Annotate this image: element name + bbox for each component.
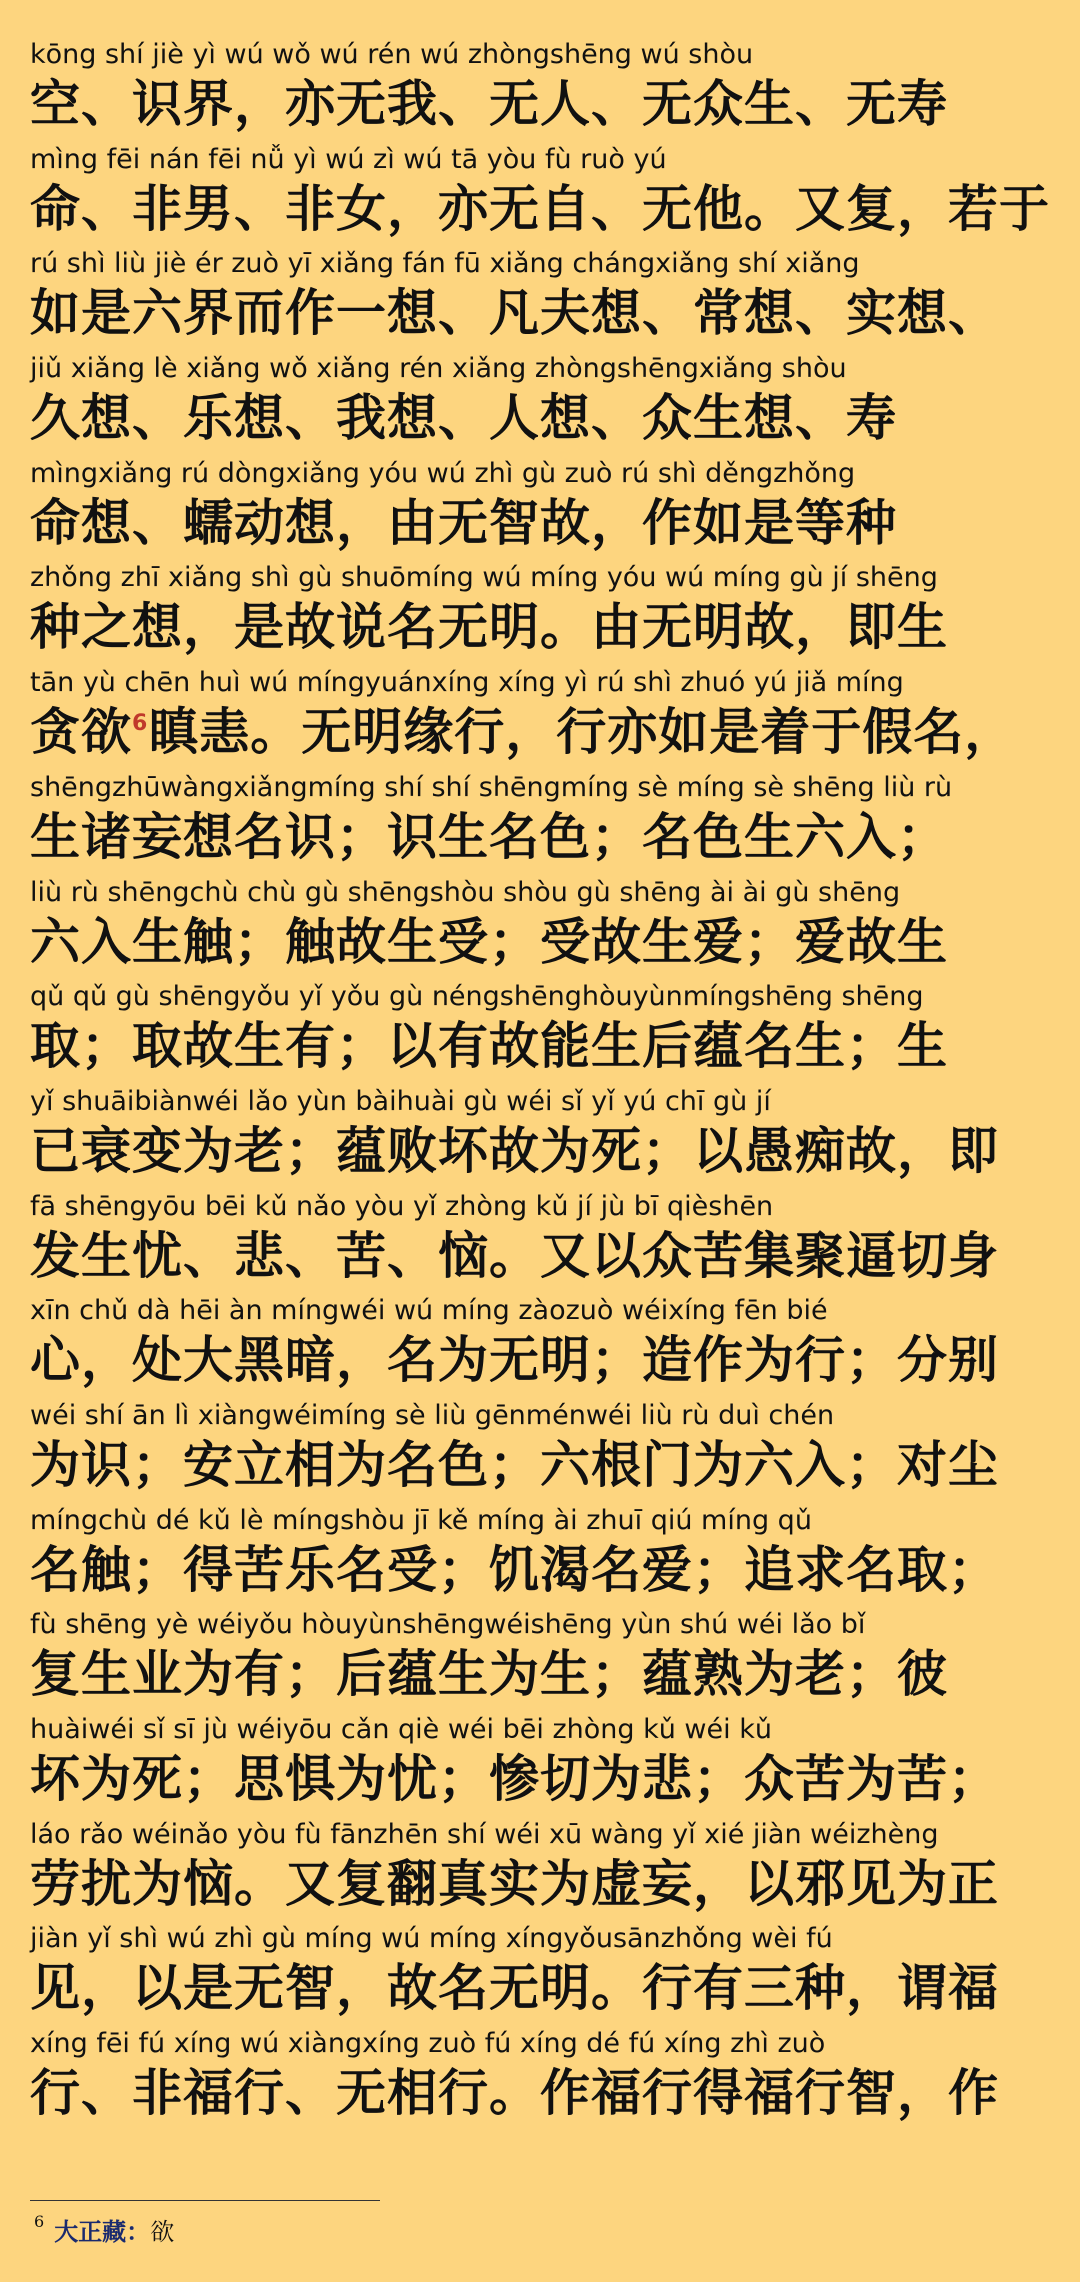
- footnote-text: 欲: [150, 2218, 175, 2246]
- text-line: [30, 1399, 1050, 1504]
- text-line: [30, 1190, 1050, 1295]
- hanzi-row: 六入生触；触故生受；受故生爱；爱故生: [30, 912, 948, 971]
- text-line: [30, 1294, 1050, 1399]
- text-line: [30, 561, 1050, 666]
- hanzi-row: 命想、蠕动想，由无智故，作如是等种: [30, 493, 897, 552]
- pinyin-row: kōng shí jiè yì wú wǒ wú rén wú zhòngshēng wú shòu: [30, 39, 754, 70]
- hanzi-row: [30, 700, 1050, 764]
- pinyin-row: zhǒng zhī xiǎng shì gù shuōmíng wú míng yóu wú míng gù jí shēng: [30, 562, 938, 594]
- hanzi-row: 见，以是无智，故名无明。行有三种，谓福: [30, 1959, 999, 2018]
- hanzi-row: 心，处大黑暗，名为无明；造作为行；分别: [30, 1331, 999, 1390]
- hanzi-row: 种之想，是故说名无明。由无明故，即生: [30, 598, 948, 657]
- hanzi-row: 生诸妄想名识；识生名色；名色生六入；: [30, 807, 948, 866]
- pinyin-row: jiǔ xiǎng lè xiǎng wǒ xiǎng rén xiǎng zhòngshēngxiǎng shòu: [30, 353, 847, 385]
- hanzi-row: 为识；安立相为名色；六根门为六入；对尘: [30, 1435, 999, 1494]
- text-line: [30, 143, 1050, 248]
- hanzi-row: 行、非福行、无相行。作福行得福行智，作: [30, 2064, 999, 2123]
- footnote-marker[interactable]: 6: [132, 711, 149, 737]
- hanzi-row: 发生忧、悲、苦、恼。又以众苦集聚逼切身: [30, 1226, 999, 1285]
- text-line: [30, 1504, 1050, 1609]
- pinyin-row: xíng fēi fú xíng wú xiàngxíng zuò fú xíng dé fú xíng zhì zuò: [30, 2028, 826, 2060]
- pinyin-row: míngchù dé kǔ lè míngshòu jī kě míng ài zhuī qiú míng qǔ: [30, 1504, 812, 1536]
- pinyin-row: wéi shí ān lì xiàngwéimíng sè liù gēnménwéi liù rù duì chén: [30, 1399, 835, 1431]
- footnote-source: 大正藏：: [54, 2217, 151, 2246]
- text-line: [30, 771, 1050, 876]
- pinyin-row: shēngzhūwàngxiǎngmíng shí shí shēngmíng sè míng sè shēng liù rù: [30, 771, 953, 803]
- pinyin-row: rú shì liù jiè ér zuò yī xiǎng fán fū xiǎng chángxiǎng shí xiǎng: [30, 248, 860, 280]
- pinyin-row: fā shēngyōu bēi kǔ nǎo yòu yǐ zhòng kǔ jí jù bī qièshēn: [30, 1190, 774, 1222]
- hanzi-row: 复生业为有；后蕴生为生；蕴熟为老；彼: [30, 1645, 948, 1704]
- pinyin-row: láo rǎo wéinǎo yòu fù fānzhēn shí wéi xū wàng yǐ xié jiàn wéizhèng: [30, 1818, 939, 1850]
- pinyin-row: qǔ qǔ gù shēngyǒu yǐ yǒu gù néngshēnghòuyùnmíngshēng shēng: [30, 981, 924, 1013]
- pinyin-row: liù rù shēngchù chù gù shēngshòu shòu gù shēng ài ài gù shēng: [30, 876, 901, 908]
- pinyin-row: jiàn yǐ shì wú zhì gù míng wú míng xíngyǒusānzhǒng wèi fú: [30, 1923, 833, 1955]
- text-line: [30, 38, 1050, 143]
- hanzi-row: 名触；得苦乐名受；饥渴名爱；追求名取；: [30, 1540, 999, 1599]
- pinyin-row: huàiwéi sǐ sī jù wéiyōu cǎn qiè wéi bēi zhòng kǔ wéi kǔ: [30, 1714, 772, 1745]
- text-line: [30, 1922, 1050, 2027]
- hanzi-row: 劳扰为恼。又复翻真实为虚妄，以邪见为正: [30, 1854, 999, 1913]
- pinyin-row: mìng fēi nán fēi nǚ yì wú zì wú tā yòu fù ruò yú: [30, 143, 667, 175]
- text-line: [30, 1608, 1050, 1713]
- text-line: [30, 457, 1050, 562]
- hanzi-row: 如是六界而作一想、凡夫想、常想、实想、: [30, 284, 999, 343]
- hanzi-row: 久想、乐想、我想、人想、众生想、寿: [30, 389, 897, 448]
- text-line: [30, 1085, 1050, 1190]
- footnote-divider: [30, 2200, 380, 2201]
- text-line: [30, 2027, 1050, 2132]
- hanzi-row: 已衰变为老；蕴败坏故为死；以愚痴故，即: [30, 1121, 999, 1180]
- text-line: [30, 352, 1050, 457]
- hanzi-segment: 贪欲: [30, 703, 132, 762]
- hanzi-row: 命、非男、非女，亦无自、无他。又复，若于: [30, 179, 1050, 238]
- footnote-number: 6: [34, 2212, 45, 2231]
- text-block: [30, 38, 1050, 2132]
- hanzi-segment: 瞋恚。无明缘行，行亦如是着于假名，: [148, 703, 1016, 762]
- pinyin-row: fù shēng yè wéiyǒu hòuyùnshēngwéishēng yùn shú wéi lǎo bǐ: [30, 1609, 866, 1641]
- hanzi-row: 取；取故生有；以有故能生后蕴名生；生: [30, 1017, 948, 1076]
- pinyin-row: mìngxiǎng rú dòngxiǎng yóu wú zhì gù zuò rú shì děngzhǒng: [30, 457, 856, 489]
- text-line: [30, 1818, 1050, 1923]
- text-line: [30, 1713, 1050, 1818]
- hanzi-row: 空、识界，亦无我、无人、无众生、无寿: [30, 75, 948, 133]
- footnote: [34, 2212, 174, 2247]
- text-line: [30, 980, 1050, 1085]
- hanzi-row: 坏为死；思惧为忧；惨切为悲；众苦为苦；: [30, 1750, 999, 1808]
- pinyin-row: tān yù chēn huì wú míngyuánxíng xíng yì rú shì zhuó yú jiǎ míng: [30, 667, 904, 699]
- text-line: [30, 876, 1050, 981]
- pinyin-row: yǐ shuāibiànwéi lǎo yùn bàihuài gù wéi sǐ yǐ yú chī gù jí: [30, 1085, 771, 1117]
- text-line: [30, 247, 1050, 352]
- text-line: [30, 666, 1050, 771]
- pinyin-row: xīn chǔ dà hēi àn míngwéi wú míng zàozuò wéixíng fēn bié: [30, 1295, 828, 1327]
